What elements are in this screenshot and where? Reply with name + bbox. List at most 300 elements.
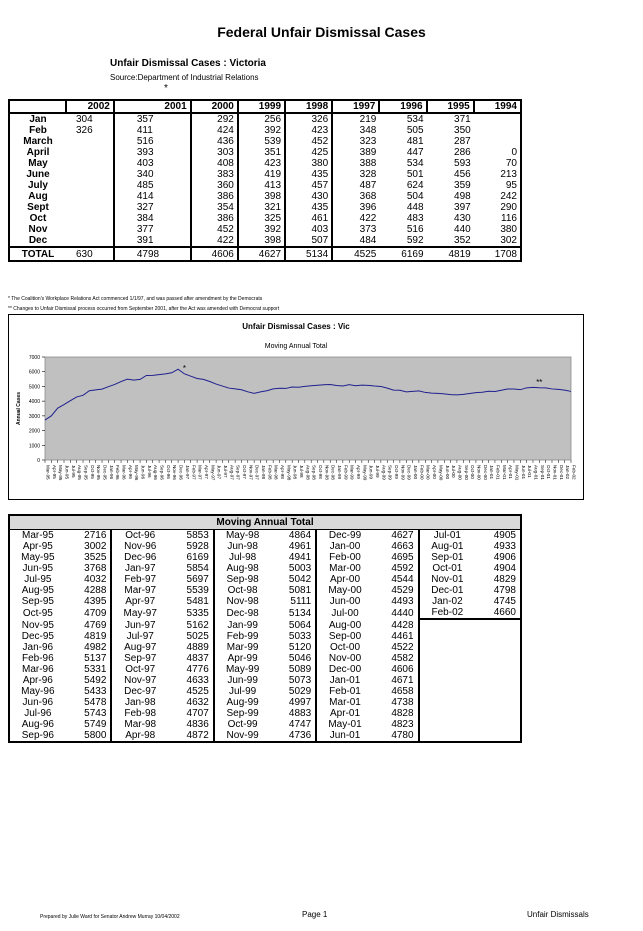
table-row <box>9 530 521 542</box>
column-header: 1997 <box>332 100 379 113</box>
month-cell: Apr-00 <box>316 574 373 585</box>
table-cell: 391 <box>114 235 191 247</box>
value-cell: 4627 <box>391 530 414 541</box>
table-cell: 213 <box>500 169 517 180</box>
table-row <box>9 675 521 686</box>
x-tick-label: Jun-01 <box>520 465 526 480</box>
value-cell: 4941 <box>288 552 312 563</box>
table-cell: 303 <box>191 147 238 158</box>
table-cell: 398 <box>238 191 285 202</box>
value-cell: 4906 <box>493 552 516 563</box>
value-cell: 4695 <box>391 552 414 563</box>
value-cell: 4529 <box>391 585 414 596</box>
table-row <box>9 213 521 224</box>
table-cell: 403 <box>285 224 332 235</box>
footnote-changes: ** Changes to Unfair Dismissal process occurred from September 2001, after the Act was amended with Democrat support <box>8 306 280 312</box>
table-row <box>9 585 521 596</box>
table-cell: 440 <box>454 224 471 235</box>
table-cell: 430 <box>285 191 332 202</box>
table-cell: 350 <box>454 125 471 136</box>
table-row <box>9 719 521 730</box>
table-cell: 501 <box>406 169 424 180</box>
value-cell: 4864 <box>288 530 312 541</box>
table-cell: 398 <box>238 235 285 247</box>
table-cell <box>66 235 114 247</box>
value-cell: 3768 <box>84 563 107 574</box>
month-cell: Feb-00 <box>316 552 373 563</box>
month-cell: Sep-98 <box>214 574 271 585</box>
table-cell: 219 <box>332 113 379 125</box>
table-cell: 435 <box>285 169 332 180</box>
x-tick-label: Sep-96 <box>159 465 165 480</box>
table-cell: 396 <box>332 202 379 213</box>
x-tick-label: Oct-95 <box>89 465 95 479</box>
y-tick-label: 0 <box>37 458 40 464</box>
table-cell: 624 <box>406 180 424 191</box>
table-cell: 457 <box>285 180 332 191</box>
x-tick-label: Oct-97 <box>241 465 247 479</box>
row-label: Nov <box>28 224 48 235</box>
footer-prepared-by: Prepared by Julie Ward for Senator Andrew Murray 10/04/2002 <box>40 914 180 920</box>
value-cell: 4288 <box>84 585 107 596</box>
value-cell: 4828 <box>391 708 414 719</box>
table-cell: 4525 <box>332 247 379 261</box>
table-cell <box>66 191 114 202</box>
x-tick-label: Nov-01 <box>552 465 558 480</box>
month-cell: Apr-01 <box>316 708 373 719</box>
page-title: Federal Unfair Dismissal Cases <box>217 24 426 40</box>
value-cell <box>475 730 521 742</box>
x-tick-label: Jun-96 <box>140 465 146 480</box>
table-cell: 507 <box>285 235 332 247</box>
chart-container <box>8 314 584 500</box>
month-cell: Feb-97 <box>111 574 168 585</box>
value-cell: 4493 <box>391 596 414 607</box>
month-cell: Aug-99 <box>214 697 271 708</box>
month-cell: Jan-02 <box>419 596 476 607</box>
month-cell: May-95 <box>21 552 55 563</box>
x-tick-label: Aug-96 <box>153 465 159 480</box>
month-cell: Aug-98 <box>214 563 271 574</box>
chart-title: Unfair Dismissal Cases : Vic <box>242 322 350 331</box>
table-cell: 325 <box>238 213 285 224</box>
column-header: 1998 <box>285 100 332 113</box>
value-cell: 4829 <box>493 574 516 585</box>
month-cell: Mar-96 <box>22 664 54 675</box>
table-cell: 327 <box>114 202 191 213</box>
month-cell: Jan-00 <box>316 541 373 552</box>
table-row <box>9 574 521 585</box>
value-cell: 3002 <box>84 541 107 552</box>
value-cell: 4823 <box>391 719 414 730</box>
value-cell: 4428 <box>391 619 414 631</box>
value-cell: 4738 <box>391 697 414 708</box>
x-tick-label: May-95 <box>58 465 64 481</box>
x-tick-label: Feb-99 <box>343 465 349 480</box>
table-cell: 408 <box>191 158 238 169</box>
month-cell <box>419 631 476 642</box>
x-tick-label: Apr-00 <box>432 465 438 479</box>
x-tick-label: Jun-98 <box>292 465 298 480</box>
month-cell: Aug-97 <box>111 642 168 653</box>
mat-table-header: Moving Annual Total <box>9 515 521 530</box>
value-cell: 4836 <box>186 719 209 730</box>
value-cell: 4769 <box>84 619 107 631</box>
month-cell: Feb-02 <box>419 607 476 619</box>
month-cell: Mar-97 <box>111 585 168 596</box>
table-cell: 452 <box>191 224 238 235</box>
table-cell: 424 <box>191 125 238 136</box>
x-tick-label: Apr-01 <box>508 465 514 479</box>
table-cell <box>66 158 114 169</box>
table-cell: 380 <box>500 224 517 235</box>
month-cell: Mar-00 <box>316 563 373 574</box>
value-cell <box>475 619 521 631</box>
x-tick-label: Nov-99 <box>400 465 406 480</box>
value-cell: 5134 <box>288 607 312 619</box>
table-row <box>9 136 521 147</box>
month-cell <box>419 730 476 742</box>
monthly-table-body <box>9 113 521 261</box>
month-cell: Jun-00 <box>316 596 373 607</box>
footnote-coalition: * The Coalition's Workplace Relations Act commenced 1/1/97, and was passed after amendment by the Democrats <box>8 296 263 302</box>
y-tick-label: 6000 <box>28 369 40 376</box>
table-cell: 392 <box>238 125 285 136</box>
table-row <box>9 552 521 563</box>
value-cell: 4997 <box>288 697 312 708</box>
value-cell: 5025 <box>186 631 209 642</box>
table-cell: 368 <box>332 191 379 202</box>
x-tick-label: Dec-01 <box>558 465 564 480</box>
x-tick-label: May-00 <box>438 465 444 481</box>
month-cell: Jun-01 <box>316 730 373 742</box>
x-tick-label: Jan-00 <box>413 465 419 480</box>
table-cell: 371 <box>454 114 471 125</box>
table-cell: 4819 <box>427 247 474 261</box>
month-cell <box>419 642 476 653</box>
table-row <box>9 631 521 642</box>
value-cell: 4747 <box>288 719 312 730</box>
table-cell: 422 <box>191 235 238 247</box>
x-tick-label: Jun-97 <box>216 465 222 480</box>
month-cell: Sep-00 <box>316 631 373 642</box>
value-cell: 4582 <box>391 653 414 664</box>
y-tick-label: 1000 <box>28 443 40 450</box>
x-tick-label: Nov-00 <box>476 465 482 480</box>
month-cell: Jan-01 <box>316 675 373 686</box>
table-cell: 326 <box>76 125 93 136</box>
value-cell: 4632 <box>186 697 209 708</box>
table-row <box>9 697 521 708</box>
month-cell: Oct-99 <box>214 719 271 730</box>
column-header: 2000 <box>191 100 238 113</box>
month-cell: Aug-00 <box>316 619 373 631</box>
x-tick-label: Jan-97 <box>184 465 190 480</box>
table-cell: 4798 <box>114 247 191 261</box>
table-cell: 592 <box>406 235 424 246</box>
x-tick-label: Dec-97 <box>254 465 260 480</box>
value-cell: 5089 <box>288 664 312 675</box>
month-cell <box>419 686 476 697</box>
month-cell: Sep-99 <box>214 708 271 719</box>
month-cell <box>419 719 476 730</box>
table-cell: 452 <box>285 136 332 147</box>
row-label: May <box>28 158 48 169</box>
month-cell: Jan-99 <box>214 619 271 631</box>
x-tick-label: Nov-98 <box>324 465 330 480</box>
row-label: Aug <box>28 191 48 202</box>
column-header: 2002 <box>66 100 114 113</box>
x-tick-label: Jan-02 <box>565 465 571 480</box>
month-cell: Feb-98 <box>111 708 168 719</box>
source-note: Source:Department of Industrial Relations <box>110 73 259 82</box>
x-tick-label: May-98 <box>286 465 292 481</box>
table-row <box>9 563 521 574</box>
table-cell: 413 <box>238 180 285 191</box>
x-tick-label: Jul-95 <box>70 465 76 478</box>
table-cell <box>474 136 521 147</box>
table-row <box>9 607 521 619</box>
table-cell: 302 <box>500 235 517 246</box>
value-cell: 4736 <box>288 730 312 741</box>
y-tick-label: 2000 <box>28 428 40 435</box>
table-cell: 70 <box>505 158 517 169</box>
month-cell: Oct-00 <box>316 642 373 653</box>
month-cell: Nov-98 <box>214 596 271 607</box>
value-cell: 4883 <box>288 708 312 719</box>
month-cell <box>419 697 476 708</box>
month-cell: Jun-95 <box>22 563 54 574</box>
value-cell: 4671 <box>391 675 414 686</box>
value-cell: 2716 <box>84 530 107 541</box>
table-cell <box>66 136 114 147</box>
month-cell: May-97 <box>111 607 168 619</box>
month-cell: Mar-99 <box>214 642 271 653</box>
table-cell: 481 <box>406 136 424 147</box>
table-row <box>9 125 521 136</box>
x-tick-label: Mar-99 <box>349 465 355 480</box>
value-cell: 5433 <box>84 686 107 697</box>
month-cell: Jul-01 <box>419 530 476 542</box>
table-cell: 6169 <box>379 247 426 261</box>
month-cell: Dec-00 <box>316 664 373 675</box>
month-cell: May-01 <box>316 719 373 730</box>
month-cell <box>419 675 476 686</box>
column-header: 1994 <box>474 100 521 113</box>
table-row <box>9 191 521 202</box>
table-cell: 422 <box>332 213 379 224</box>
y-tick-label: 3000 <box>28 413 40 420</box>
table-row <box>9 113 521 125</box>
column-header: 1999 <box>238 100 285 113</box>
x-tick-label: Jul-98 <box>298 465 304 478</box>
y-tick-label: 4000 <box>28 399 40 406</box>
table-cell: 534 <box>406 158 424 169</box>
y-tick-label: 7000 <box>28 355 40 361</box>
table-row <box>9 202 521 213</box>
month-cell: Nov-01 <box>419 574 476 585</box>
table-cell: 485 <box>114 180 191 191</box>
month-cell <box>419 619 476 631</box>
table-cell: 461 <box>285 213 332 224</box>
table-cell: 1708 <box>474 247 521 261</box>
value-cell: 4461 <box>391 631 414 642</box>
x-tick-label: Jul-97 <box>222 465 228 478</box>
table-cell: 386 <box>191 213 238 224</box>
x-tick-label: Apr-95 <box>51 465 57 479</box>
value-cell: 4961 <box>288 541 312 552</box>
value-cell: 4592 <box>391 563 414 574</box>
month-cell: Dec-98 <box>214 607 271 619</box>
month-cell: Jul-00 <box>316 607 373 619</box>
column-header: 1995 <box>427 100 474 113</box>
value-cell: 5029 <box>288 686 312 697</box>
row-label: Jan <box>29 114 47 125</box>
x-tick-label: Aug-01 <box>533 465 539 480</box>
value-cell: 3525 <box>84 552 107 563</box>
value-cell: 5539 <box>186 585 209 596</box>
table-cell: 290 <box>500 202 517 213</box>
table-cell <box>66 202 114 213</box>
table-cell: 411 <box>114 125 191 136</box>
value-cell <box>475 664 521 675</box>
month-cell: Jul-98 <box>214 552 271 563</box>
table-cell: 505 <box>406 125 424 136</box>
footer-page-number: Page 1 <box>302 910 328 919</box>
table-cell: 447 <box>406 147 424 158</box>
table-cell: 483 <box>406 213 424 224</box>
chart-annotation: * <box>182 363 186 373</box>
x-tick-label: Apr-97 <box>203 465 209 479</box>
month-cell: Feb-01 <box>316 686 373 697</box>
x-tick-label: Nov-95 <box>96 465 102 480</box>
month-cell <box>419 653 476 664</box>
x-tick-label: May-01 <box>514 465 520 481</box>
table-cell <box>66 147 114 158</box>
value-cell: 4660 <box>475 607 521 619</box>
row-label: TOTAL <box>9 247 66 261</box>
x-tick-label: Mar-01 <box>501 465 507 480</box>
table-cell: 430 <box>454 213 471 224</box>
table-row <box>9 224 521 235</box>
x-tick-label: Dec-00 <box>482 465 488 480</box>
value-cell: 5073 <box>288 675 312 686</box>
table-row <box>9 686 521 697</box>
column-header: 2001 <box>114 100 191 113</box>
table-cell: 419 <box>238 169 285 180</box>
month-cell: Sep-01 <box>419 552 476 563</box>
table-cell: 321 <box>238 202 285 213</box>
value-cell: 5046 <box>288 653 312 664</box>
moving-annual-total-table <box>8 514 522 743</box>
month-cell: Jul-97 <box>111 631 168 642</box>
month-cell: Apr-99 <box>214 653 271 664</box>
x-tick-label: Jul-99 <box>375 465 381 478</box>
month-cell: Apr-98 <box>111 730 168 742</box>
month-cell: Jun-96 <box>22 697 54 708</box>
month-cell: May-99 <box>214 664 271 675</box>
x-tick-label: Sep-98 <box>311 465 317 480</box>
table-cell: 287 <box>454 136 471 147</box>
x-tick-label: Jan-98 <box>260 465 266 480</box>
table-cell: 348 <box>332 125 379 136</box>
month-cell: Dec-99 <box>316 530 373 542</box>
month-cell: Sep-97 <box>111 653 168 664</box>
value-cell: 4032 <box>84 574 107 585</box>
table-cell: 326 <box>285 113 332 125</box>
x-tick-label: Jan-96 <box>108 465 114 480</box>
table-cell: 630 <box>66 247 114 261</box>
table-cell: 448 <box>406 202 424 213</box>
table-cell: 425 <box>285 147 332 158</box>
value-cell: 4837 <box>186 653 209 664</box>
table-cell: 383 <box>191 169 238 180</box>
value-cell <box>475 642 521 653</box>
x-tick-label: Dec-99 <box>406 465 412 480</box>
table-cell: 380 <box>285 158 332 169</box>
month-cell: May-96 <box>21 686 55 697</box>
x-tick-label: Mar-97 <box>197 465 203 480</box>
x-tick-label: Jan-01 <box>489 465 495 480</box>
table-cell: 5134 <box>285 247 332 261</box>
table-row <box>9 653 521 664</box>
table-cell: 352 <box>454 235 471 246</box>
table-row <box>9 169 521 180</box>
table-cell: 323 <box>332 136 379 147</box>
value-cell: 5478 <box>84 697 107 708</box>
month-cell: May-00 <box>316 585 373 596</box>
table-cell: 373 <box>332 224 379 235</box>
value-cell: 4776 <box>186 664 209 675</box>
table-cell: 504 <box>406 191 424 202</box>
month-cell: Aug-96 <box>21 719 54 730</box>
value-cell: 5800 <box>84 730 107 741</box>
row-label: Sept <box>27 202 49 213</box>
month-cell: Jan-98 <box>111 697 168 708</box>
x-tick-label: Mar-00 <box>425 465 431 480</box>
mat-table-body <box>9 530 521 743</box>
value-cell: 4889 <box>186 642 209 653</box>
value-cell: 5003 <box>288 563 312 574</box>
table-cell: 360 <box>191 180 238 191</box>
x-tick-label: Nov-96 <box>172 465 178 480</box>
table-row <box>9 642 521 653</box>
month-cell: Oct-98 <box>214 585 271 596</box>
value-cell: 5162 <box>186 619 209 631</box>
row-label: Dec <box>28 235 48 246</box>
table-cell: 304 <box>76 114 93 125</box>
table-cell: 359 <box>454 180 471 191</box>
asterisk-marker: * <box>164 83 168 94</box>
table-cell: 539 <box>238 136 285 147</box>
value-cell: 4707 <box>186 708 209 719</box>
x-tick-label: Dec-96 <box>178 465 184 480</box>
x-tick-label: Oct-96 <box>165 465 171 479</box>
month-cell: Nov-99 <box>214 730 271 742</box>
x-tick-label: Nov-97 <box>248 465 254 480</box>
x-tick-label: Mar-98 <box>273 465 279 480</box>
month-cell: Oct-95 <box>22 607 53 619</box>
month-cell: Sep-95 <box>21 596 54 607</box>
value-cell: 4745 <box>493 596 516 607</box>
value-cell: 5743 <box>84 708 107 719</box>
month-cell: Jun-99 <box>214 675 271 686</box>
value-cell: 4522 <box>391 642 414 653</box>
x-tick-label: Dec-98 <box>330 465 336 480</box>
table-row <box>9 708 521 719</box>
value-cell: 4933 <box>493 541 516 552</box>
value-cell: 4633 <box>186 675 209 686</box>
